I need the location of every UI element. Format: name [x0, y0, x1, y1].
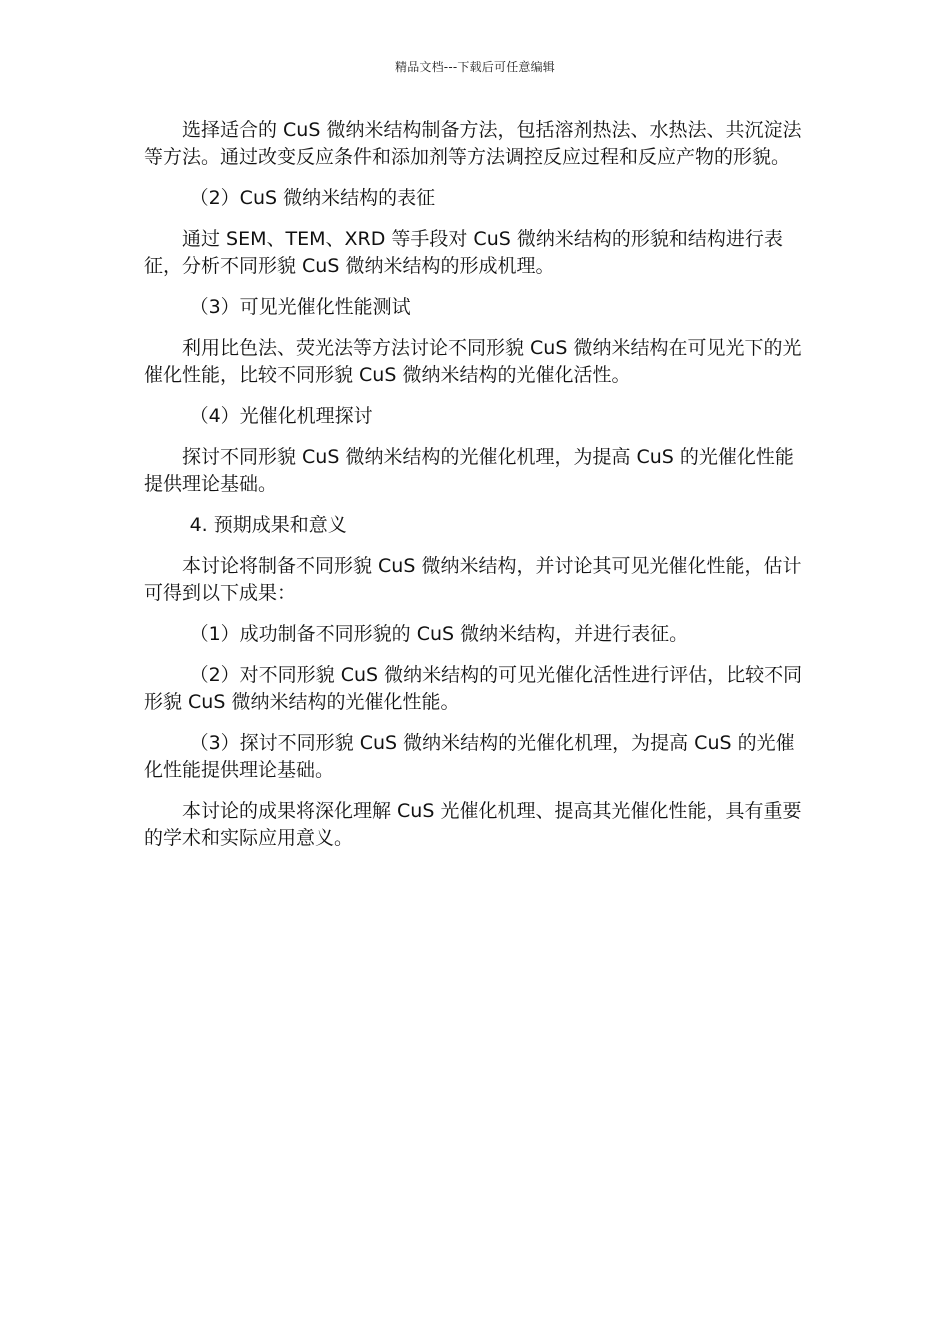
paragraph-expected-results: 本讨论将制备不同形貌 CuS 微纳米结构，并讨论其可见光催化性能，估计可得到以下成果：	[144, 555, 802, 604]
page-header: 精品文档---下载后可任意编辑	[395, 60, 555, 74]
heading-mechanism: （4）光催化机理探讨	[189, 405, 373, 427]
paragraph-significance: 本讨论的成果将深化理解 CuS 光催化机理、提高其光催化性能，具有重要的学术和实际应用意义。	[144, 800, 802, 849]
result-item-1: （1）成功制备不同形貌的 CuS 微纳米结构，并进行表征。	[189, 623, 689, 645]
heading-photocatalysis-test: （3）可见光催化性能测试	[189, 296, 411, 318]
paragraph-characterization: 通过 SEM、TEM、XRD 等手段对 CuS 微纳米结构的形貌和结构进行表征，分析不同形貌 CuS 微纳米结构的形成机理。	[144, 228, 783, 277]
paragraph-preparation-method: 选择适合的 CuS 微纳米结构制备方法，包括溶剂热法、水热法、共沉淀法等方法。通过改变反应条件和添加剂等方法调控反应过程和反应产物的形貌。	[144, 119, 802, 168]
paragraph-mechanism: 探讨不同形貌 CuS 微纳米结构的光催化机理，为提高 CuS 的光催化性能提供理论基础。	[144, 446, 794, 495]
result-item-2: （2）对不同形貌 CuS 微纳米结构的可见光催化活性进行评估，比较不同形貌 CuS 微纳米结构的光催化性能。	[144, 664, 803, 713]
paragraph-photocatalysis-test: 利用比色法、荧光法等方法讨论不同形貌 CuS 微纳米结构在可见光下的光催化性能，比较不同形貌 CuS 微纳米结构的光催化活性。	[144, 337, 802, 386]
heading-expected-results: 4. 预期成果和意义	[189, 514, 347, 536]
document-body	[144, 117, 812, 866]
heading-characterization: （2）CuS 微纳米结构的表征	[189, 187, 436, 209]
result-item-3: （3）探讨不同形貌 CuS 微纳米结构的光催化机理，为提高 CuS 的光催化性能提供理论基础。	[144, 732, 795, 781]
